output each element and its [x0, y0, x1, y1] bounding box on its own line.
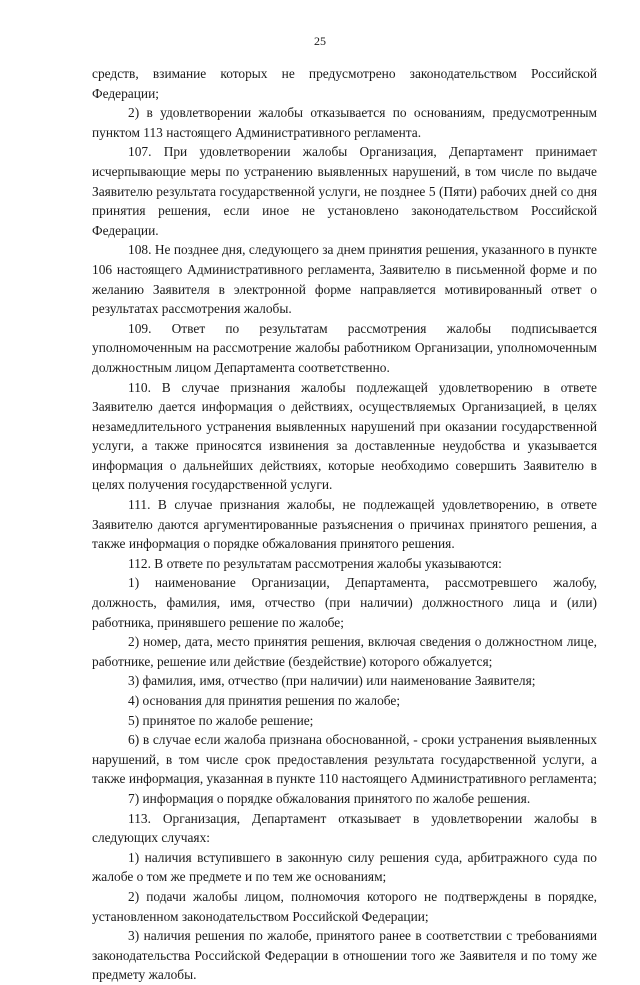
list-item-112-6: 6) в случае если жалоба признана обоснованной, - сроки устранения выявленных нарушений, в том числе срок предоставления результата государственной услуги, а также информация, указанная в пункте 110 настоящего Административного регламента;: [92, 732, 597, 787]
paragraph-109: 109. Ответ по результатам рассмотрения жалобы подписывается уполномоченным на рассмотрение жалобы работником Организации, уполномоченным должностным лицом Департамента соответственно.: [92, 320, 597, 375]
list-item-112-1: 1) наименование Организации, Департамента, рассмотревшего жалобу, должность, фамилия, имя, отчество (при наличии) должностного лица и (или) работника, принявшего решение по жалобе;: [92, 575, 597, 630]
list-item-113-3: 3) наличия решения по жалобе, принятого ранее в соответствии с требованиями законодательства Российской Федерации в отношении того же Заявителя и по тому же предмету жалобы.: [92, 928, 597, 983]
paragraph-item-2: 2) в удовлетворении жалобы отказывается по основаниям, предусмотренным пунктом 113 настоящего Административного регламента.: [92, 105, 597, 140]
paragraph-111: 111. В случае признания жалобы, не подлежащей удовлетворению, в ответе Заявителю даются аргументированные разъяснения о причинах принятого решения, а также информация о порядке обжалования принятого решения.: [92, 497, 597, 552]
paragraph-107: 107. При удовлетворении жалобы Организация, Департамент принимает исчерпывающие меры по устранению выявленных нарушений, в том числе по выдаче Заявителю результата государственной услуги, не позднее 5 (Пяти) рабочих дней со дня принятия решения, если иное не установлено законодательством Российской Федерации.: [92, 144, 597, 238]
document-body: [92, 64, 597, 985]
list-item-112-5: 5) принятое по жалобе решение;: [128, 712, 314, 728]
list-item-113-2: 2) подачи жалобы лицом, полномочия которого не подтверждены в порядке, установленном законодательством Российской Федерации;: [92, 888, 597, 924]
paragraph-113: 113. Организация, Департамент отказывает в удовлетворении жалобы в следующих случаях:: [92, 810, 597, 846]
list-item-112-3: 3) фамилия, имя, отчество (при наличии) или наименование Заявителя;: [128, 673, 536, 689]
paragraph-0-continuation: средств, взимание которых не предусмотрено законодательством Российской Федерации;: [92, 66, 597, 101]
list-item-112-7: 7) информация о порядке обжалования принятого по жалобе решения.: [128, 790, 531, 806]
list-item-112-4: 4) основания для принятия решения по жалобе;: [128, 693, 401, 708]
paragraph-108: 108. Не позднее дня, следующего за днем принятия решения, указанного в пункте 106 настоящего Административного регламента, Заявителю в письменной форме и по желанию Заявителя в электронной форме направляется мотивированный ответ о результатах рассмотрения жалобы.: [92, 242, 597, 317]
paragraph-110: 110. В случае признания жалобы подлежащей удовлетворению в ответе Заявителю дается информация о действиях, осуществляемых Организацией, в целях незамедлительного устранения выявленных нарушений при оказании государственной услуги, а также приносятся извинения за доставленные неудобства и указывается информация о дальнейших действиях, которые необходимо совершить Заявителю в целях получения государственной услуги.: [92, 379, 597, 493]
page-number: 25: [314, 34, 326, 48]
list-item-113-1: 1) наличия вступившего в законную силу решения суда, арбитражного суда по жалобе о том же предмете и по тем же основаниям;: [92, 849, 597, 885]
list-item-112-2: 2) номер, дата, место принятия решения, включая сведения о должностном лице, работнике, решение или действие (бездействие) которого обжалуется;: [92, 634, 597, 669]
paragraph-112: 112. В ответе по результатам рассмотрения жалобы указываются:: [128, 555, 502, 571]
